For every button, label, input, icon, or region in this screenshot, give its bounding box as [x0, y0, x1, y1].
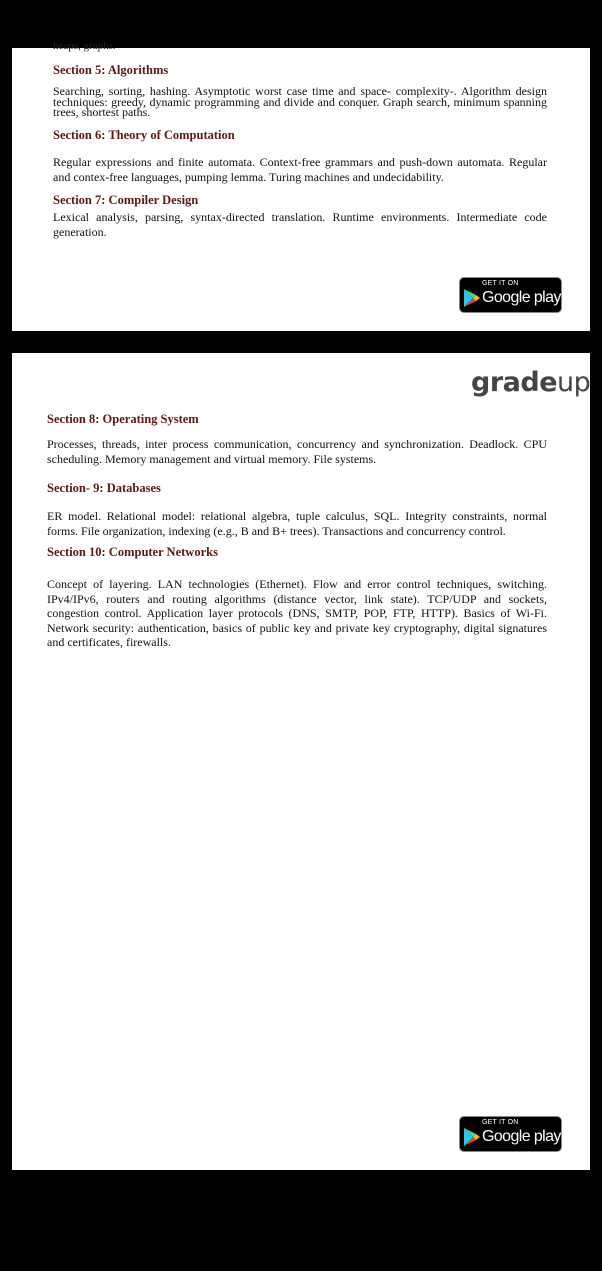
badge-small-text: GET IT ON [482, 1119, 519, 1126]
google-play-icon [463, 288, 481, 308]
section-9-title: Section- 9: Databases [47, 481, 161, 495]
section-10-title: Section 10: Computer Networks [47, 545, 218, 559]
section-8-body: Processes, threads, inter process communication, concurrency and synchronization. Deadlock. CPU scheduling. Memory management and virtual memory. File systems. [47, 437, 547, 466]
document-page-2 [12, 353, 590, 1170]
section-6-body: Regular expressions and finite automata. Context-free grammars and push-down automata. Regular and contex-free languages, pumping lemma. Turing machines and undecidability. [53, 155, 547, 184]
section-6-title: Section 6: Theory of Computation [53, 128, 235, 142]
google-play-badge[interactable] [459, 277, 562, 313]
section-5-body: Searching, sorting, hashing. Asymptotic worst case time and space- complexity-. Algorithm design techniques: greedy, dynamic programming and divide and conquer. Graph search, minimum spanning trees, shortest paths. [53, 84, 547, 119]
document-page-1 [12, 40, 590, 331]
logo-part-2: up [557, 367, 591, 398]
google-play-badge[interactable] [459, 1116, 562, 1152]
google-play-icon [463, 1127, 481, 1147]
badge-small-text: GET IT ON [482, 280, 519, 287]
badge-big-text: Google play [482, 1128, 561, 1145]
section-10-body: Concept of layering. LAN technologies (Ethernet). Flow and error control techniques, switching. IPv4/IPv6, routers and routing algorithms (distance vector, link state). TCP/UDP and sockets, congestion control. Application layer protocols (DNS, SMTP, POP, FTP, HTTP). Basics of Wi-Fi. Network security: authentication, basics of public key and private key cryptography, digital signatures and certificates, firewalls. [47, 577, 547, 649]
section-9-body: ER model. Relational model: relational algebra, tuple calculus, SQL. Integrity constraints, normal forms. File organization, indexing (e.g., B and B+ trees). Transactions and concurrency control. [47, 509, 547, 538]
cut-off-text: heaps, graphs. [53, 40, 116, 52]
section-7-title: Section 7: Compiler Design [53, 193, 199, 207]
section-7-body: Lexical analysis, parsing, syntax-directed translation. Runtime environments. Intermediate code generation. [53, 210, 547, 239]
logo-part-1: grade [471, 367, 558, 398]
badge-big-text: Google play [482, 289, 561, 306]
section-8-title: Section 8: Operating System [47, 412, 199, 426]
gradeup-logo [471, 367, 590, 398]
section-5-title: Section 5: Algorithms [53, 63, 169, 77]
